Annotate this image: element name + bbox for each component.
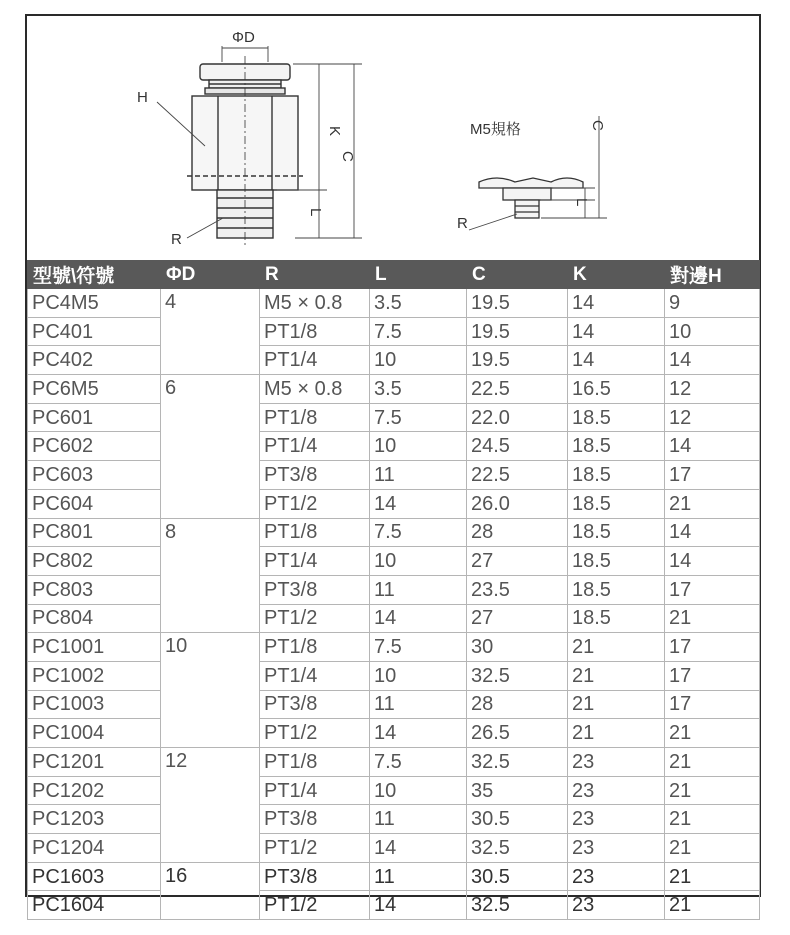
- l-cell: 3.5: [370, 375, 467, 404]
- table-row: [28, 748, 760, 777]
- l-cell: 11: [370, 690, 467, 719]
- header-r: R: [260, 261, 370, 289]
- h-cell: 21: [665, 891, 760, 920]
- l-cell: 7.5: [370, 317, 467, 346]
- c-cell: 24.5: [467, 432, 568, 461]
- c-cell: 28: [467, 518, 568, 547]
- h-cell: 21: [665, 748, 760, 777]
- k-cell: 18.5: [568, 547, 665, 576]
- c-cell: 32.5: [467, 834, 568, 863]
- model-cell: PC801: [28, 518, 161, 547]
- model-cell: PC1002: [28, 661, 161, 690]
- k-cell: 23: [568, 805, 665, 834]
- h-cell: 21: [665, 719, 760, 748]
- table-row: [28, 661, 760, 690]
- straight-fitting-icon: [187, 56, 303, 246]
- h-cell: 17: [665, 633, 760, 662]
- r-thread-cell: PT3/8: [260, 575, 370, 604]
- c-cell: 27: [467, 547, 568, 576]
- model-cell: PC1201: [28, 748, 161, 777]
- model-cell: PC401: [28, 317, 161, 346]
- r-thread-cell: M5 × 0.8: [260, 375, 370, 404]
- l-cell: 7.5: [370, 748, 467, 777]
- table-row: [28, 289, 760, 318]
- model-cell: PC1003: [28, 690, 161, 719]
- h-cell: 14: [665, 547, 760, 576]
- m5-c-label: C: [589, 120, 606, 131]
- c-cell: 30.5: [467, 805, 568, 834]
- h-cell: 21: [665, 834, 760, 863]
- c-cell: 28: [467, 690, 568, 719]
- h-cell: 21: [665, 862, 760, 891]
- spec-table: [27, 260, 760, 920]
- r-thread-cell: PT1/2: [260, 604, 370, 633]
- phi-d-cell: 8: [161, 518, 260, 633]
- table-row: [28, 461, 760, 490]
- h-cell: 21: [665, 805, 760, 834]
- k-cell: 14: [568, 346, 665, 375]
- k-cell: 23: [568, 834, 665, 863]
- r-thread-cell: PT1/4: [260, 547, 370, 576]
- l-cell: 10: [370, 432, 467, 461]
- model-cell: PC1202: [28, 776, 161, 805]
- phi-d-cell: 6: [161, 375, 260, 518]
- c-cell: 19.5: [467, 346, 568, 375]
- table-row: [28, 317, 760, 346]
- l-cell: 11: [370, 805, 467, 834]
- phi-d-cell: 12: [161, 748, 260, 863]
- m5-r-label: R: [457, 215, 468, 232]
- c-cell: 32.5: [467, 891, 568, 920]
- phi-d-cell: 10: [161, 633, 260, 748]
- h-cell: 14: [665, 518, 760, 547]
- header-c: C: [467, 261, 568, 289]
- l-cell: 14: [370, 834, 467, 863]
- k-cell: 23: [568, 776, 665, 805]
- l-cell: 10: [370, 776, 467, 805]
- c-cell: 27: [467, 604, 568, 633]
- r-label: R: [171, 231, 182, 248]
- r-thread-cell: PT1/2: [260, 719, 370, 748]
- m5-fitting-icon: [479, 178, 583, 218]
- model-cell: PC1603: [28, 862, 161, 891]
- model-cell: PC804: [28, 604, 161, 633]
- k-cell: 21: [568, 719, 665, 748]
- table-row: [28, 346, 760, 375]
- r-thread-cell: PT3/8: [260, 805, 370, 834]
- m5-l-label: L: [573, 198, 590, 207]
- header-l: L: [370, 261, 467, 289]
- table-row: [28, 862, 760, 891]
- k-label: K: [326, 126, 343, 137]
- c-cell: 32.5: [467, 748, 568, 777]
- model-cell: PC402: [28, 346, 161, 375]
- k-cell: 21: [568, 633, 665, 662]
- l-cell: 7.5: [370, 403, 467, 432]
- r-thread-cell: PT3/8: [260, 690, 370, 719]
- k-cell: 18.5: [568, 575, 665, 604]
- table-row: [28, 633, 760, 662]
- c-cell: 30: [467, 633, 568, 662]
- r-thread-cell: M5 × 0.8: [260, 289, 370, 318]
- h-cell: 17: [665, 461, 760, 490]
- k-cell: 18.5: [568, 403, 665, 432]
- table-row: [28, 805, 760, 834]
- table-row: [28, 575, 760, 604]
- h-cell: 12: [665, 403, 760, 432]
- header-model: 型號\符號: [28, 261, 161, 289]
- r-thread-cell: PT1/4: [260, 776, 370, 805]
- r-thread-cell: PT1/2: [260, 489, 370, 518]
- table-row: [28, 776, 760, 805]
- r-thread-cell: PT1/8: [260, 518, 370, 547]
- model-cell: PC1203: [28, 805, 161, 834]
- r-thread-cell: PT1/8: [260, 403, 370, 432]
- header-phi-d: ΦD: [161, 261, 260, 289]
- l-cell: 10: [370, 547, 467, 576]
- phi-d-cell: 16: [161, 862, 260, 919]
- r-thread-cell: PT1/8: [260, 748, 370, 777]
- k-cell: 18.5: [568, 432, 665, 461]
- table-row: [28, 834, 760, 863]
- c-cell: 22.0: [467, 403, 568, 432]
- h-cell: 14: [665, 346, 760, 375]
- k-cell: 16.5: [568, 375, 665, 404]
- c-label: C: [339, 151, 356, 162]
- r-thread-cell: PT3/8: [260, 862, 370, 891]
- h-cell: 21: [665, 776, 760, 805]
- model-cell: PC603: [28, 461, 161, 490]
- h-cell: 9: [665, 289, 760, 318]
- table-row: [28, 690, 760, 719]
- k-cell: 23: [568, 891, 665, 920]
- header-h: 對邊H: [665, 261, 760, 289]
- model-cell: PC604: [28, 489, 161, 518]
- l-cell: 7.5: [370, 518, 467, 547]
- k-cell: 18.5: [568, 604, 665, 633]
- h-cell: 12: [665, 375, 760, 404]
- table-row: [28, 489, 760, 518]
- table-row: [28, 403, 760, 432]
- l-cell: 11: [370, 461, 467, 490]
- fitting-diagram: [27, 16, 759, 260]
- r-thread-cell: PT1/2: [260, 834, 370, 863]
- l-cell: 7.5: [370, 633, 467, 662]
- table-row: [28, 547, 760, 576]
- c-cell: 19.5: [467, 289, 568, 318]
- l-cell: 14: [370, 604, 467, 633]
- model-cell: PC6M5: [28, 375, 161, 404]
- h-cell: 21: [665, 489, 760, 518]
- table-row: [28, 432, 760, 461]
- r-thread-cell: PT1/2: [260, 891, 370, 920]
- c-cell: 26.5: [467, 719, 568, 748]
- h-cell: 17: [665, 661, 760, 690]
- r-thread-cell: PT3/8: [260, 461, 370, 490]
- table-row: [28, 518, 760, 547]
- r-thread-cell: PT1/8: [260, 633, 370, 662]
- table-row: [28, 719, 760, 748]
- c-cell: 26.0: [467, 489, 568, 518]
- m5-title: M5規格: [470, 121, 521, 138]
- model-cell: PC803: [28, 575, 161, 604]
- l-cell: 10: [370, 346, 467, 375]
- l-label: L: [307, 208, 324, 217]
- model-cell: PC1604: [28, 891, 161, 920]
- model-cell: PC802: [28, 547, 161, 576]
- l-cell: 11: [370, 862, 467, 891]
- c-cell: 35: [467, 776, 568, 805]
- l-cell: 11: [370, 575, 467, 604]
- k-cell: 21: [568, 690, 665, 719]
- k-cell: 18.5: [568, 518, 665, 547]
- h-label: H: [137, 89, 148, 106]
- h-cell: 17: [665, 575, 760, 604]
- k-cell: 14: [568, 317, 665, 346]
- model-cell: PC602: [28, 432, 161, 461]
- model-cell: PC1004: [28, 719, 161, 748]
- k-cell: 23: [568, 748, 665, 777]
- r-thread-cell: PT1/8: [260, 317, 370, 346]
- phi-d-cell: 4: [161, 289, 260, 375]
- table-row: [28, 891, 760, 920]
- model-cell: PC1001: [28, 633, 161, 662]
- h-cell: 17: [665, 690, 760, 719]
- spec-sheet-frame: [25, 14, 761, 917]
- l-cell: 14: [370, 489, 467, 518]
- h-cell: 21: [665, 604, 760, 633]
- h-cell: 10: [665, 317, 760, 346]
- c-cell: 32.5: [467, 661, 568, 690]
- c-cell: 30.5: [467, 862, 568, 891]
- model-cell: PC4M5: [28, 289, 161, 318]
- k-cell: 14: [568, 289, 665, 318]
- l-cell: 10: [370, 661, 467, 690]
- table-row: [28, 604, 760, 633]
- c-cell: 22.5: [467, 375, 568, 404]
- l-cell: 14: [370, 891, 467, 920]
- l-cell: 3.5: [370, 289, 467, 318]
- k-cell: 21: [568, 661, 665, 690]
- model-cell: PC601: [28, 403, 161, 432]
- header-k: K: [568, 261, 665, 289]
- c-cell: 23.5: [467, 575, 568, 604]
- table-header-row: [28, 261, 760, 289]
- table-row: [28, 375, 760, 404]
- l-cell: 14: [370, 719, 467, 748]
- spec-table-body: [28, 289, 760, 920]
- r-thread-cell: PT1/4: [260, 661, 370, 690]
- r-thread-cell: PT1/4: [260, 432, 370, 461]
- k-cell: 18.5: [568, 461, 665, 490]
- fitting-drawing: [27, 16, 759, 260]
- c-cell: 22.5: [467, 461, 568, 490]
- k-cell: 23: [568, 862, 665, 891]
- phi-d-label: ΦD: [232, 29, 255, 46]
- c-cell: 19.5: [467, 317, 568, 346]
- r-thread-cell: PT1/4: [260, 346, 370, 375]
- k-cell: 18.5: [568, 489, 665, 518]
- model-cell: PC1204: [28, 834, 161, 863]
- h-cell: 14: [665, 432, 760, 461]
